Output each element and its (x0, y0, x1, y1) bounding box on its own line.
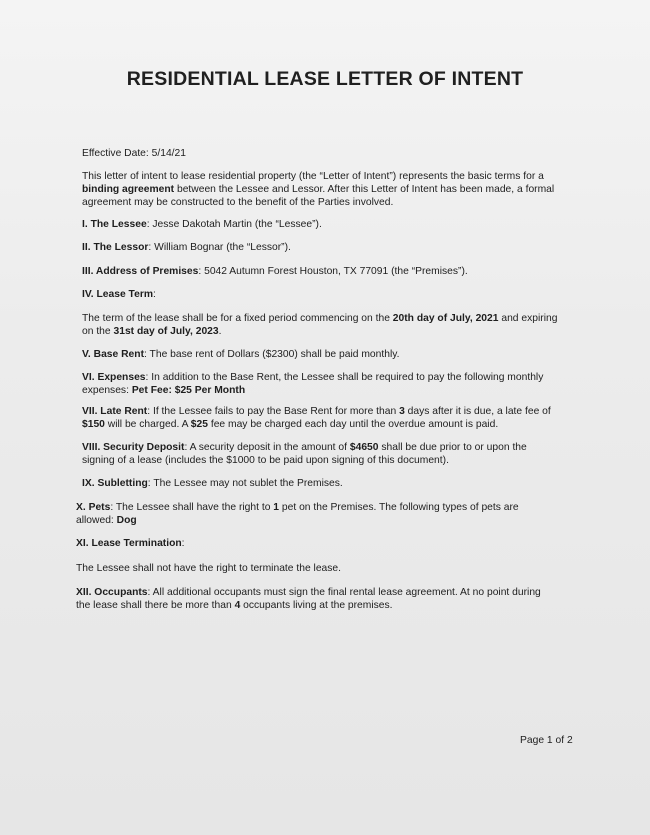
section-late-rent-label: VII. Late Rent (82, 406, 148, 417)
section-security-deposit-label: VIII. Security Deposit (82, 442, 185, 453)
section-pets-label: X. Pets (76, 502, 111, 513)
section-late-rent (82, 405, 562, 431)
late-rent-days: 3 (399, 406, 405, 417)
section-address (82, 265, 562, 278)
section-termination-text: The Lessee shall not have the right to terminate the lease. (76, 563, 342, 574)
section-lease-term-heading (82, 288, 562, 301)
section-expenses-text: : In addition to the Base Rent, the Lessee shall be required to pay the following monthly expenses: (82, 372, 544, 396)
section-expenses-pet-fee: Pet Fee: $25 Per Month (131, 385, 246, 396)
late-rent-text-3: will be charged. A (104, 419, 191, 430)
section-base-rent-text: : The base rent of Dollars ($2300) shall be paid monthly. (144, 349, 400, 360)
section-occupants-label: XII. Occupants (76, 587, 148, 598)
intro-bold: binding agreement (82, 184, 175, 195)
section-subletting-label: IX. Subletting (82, 478, 148, 489)
section-subletting-text: : The Lessee may not sublet the Premises. (147, 478, 343, 489)
security-deposit-text-1: : A security deposit in the amount of (184, 442, 350, 453)
section-lessee (82, 218, 562, 231)
late-rent-text-1: : If the Lessee fails to pay the Base Rent for more than (147, 406, 400, 417)
section-expenses (82, 371, 562, 397)
occupants-text-2: occupants living at the premises. (240, 600, 393, 611)
security-deposit-text-2: shall be due prior to or upon the signing of a lease (includes the $1000 to be paid upon signing of this document). (82, 442, 527, 466)
section-occupants (76, 586, 556, 612)
section-address-text: : 5042 Autumn Forest Houston, TX 77091 (the “Premises”). (198, 266, 468, 277)
section-lessee-label: I. The Lessee (82, 219, 147, 230)
effective-date: Effective Date: 5/14/21 (82, 148, 186, 159)
page-number: Page 1 of 2 (520, 735, 573, 746)
section-base-rent (82, 348, 562, 361)
late-rent-text-4: fee may be charged each day until the overdue amount is paid. (207, 419, 499, 430)
section-security-deposit (82, 441, 562, 467)
occupants-text-1: : All additional occupants must sign the final rental lease agreement. At no point during the lease shall there be more than (76, 587, 541, 611)
section-lessor-text: : William Bognar (the “Lessor”). (148, 242, 291, 253)
intro-text-2: between the Lessee and Lessor. After this Letter of Intent has been made, a formal agreement may be constructed to the benefit of the Parties involved. (82, 184, 555, 208)
section-termination-colon: : (181, 538, 185, 549)
section-expenses-label: VI. Expenses (82, 372, 146, 383)
intro-text-1: This letter of intent to lease residential property (the “Letter of Intent”) represents the basic terms for a (82, 171, 544, 182)
pets-text-2: pet on the Premises. The following types of pets are allowed: (76, 502, 519, 526)
section-lessor-label: II. The Lessor (82, 242, 149, 253)
section-base-rent-label: V. Base Rent (82, 349, 145, 360)
section-lease-term-text (82, 312, 562, 338)
section-address-label: III. Address of Premises (82, 266, 199, 277)
section-termination-heading (76, 537, 556, 550)
lease-term-text-2: and expiring on the (82, 313, 558, 337)
occupants-max: 4 (234, 600, 241, 611)
late-rent-fee: $150 (82, 419, 105, 430)
pets-type: Dog (116, 515, 137, 526)
section-lease-term-colon: : (152, 289, 156, 300)
security-deposit-amount: $4650 (349, 442, 379, 453)
pets-text-1: : The Lessee shall have the right to (110, 502, 274, 513)
late-rent-daily-fee: $25 (190, 419, 208, 430)
section-subletting (82, 477, 562, 490)
lease-term-text-1: The term of the lease shall be for a fixed period commencing on the (82, 313, 393, 324)
lease-term-end: 31st day of July, 2023 (113, 326, 219, 337)
late-rent-text-2: days after it is due, a late fee of (404, 406, 551, 417)
intro-paragraph (82, 170, 562, 209)
section-lessor (82, 241, 562, 254)
pets-count: 1 (273, 502, 280, 513)
section-termination-label: XI. Lease Termination (76, 538, 182, 549)
section-lease-term-label: IV. Lease Term (82, 289, 153, 300)
lease-term-text-3: . (218, 326, 222, 337)
section-lessee-text: : Jesse Dakotah Martin (the “Lessee”). (146, 219, 322, 230)
section-pets (76, 501, 556, 527)
lease-term-start: 20th day of July, 2021 (392, 313, 499, 324)
document-title: RESIDENTIAL LEASE LETTER OF INTENT (126, 68, 524, 90)
